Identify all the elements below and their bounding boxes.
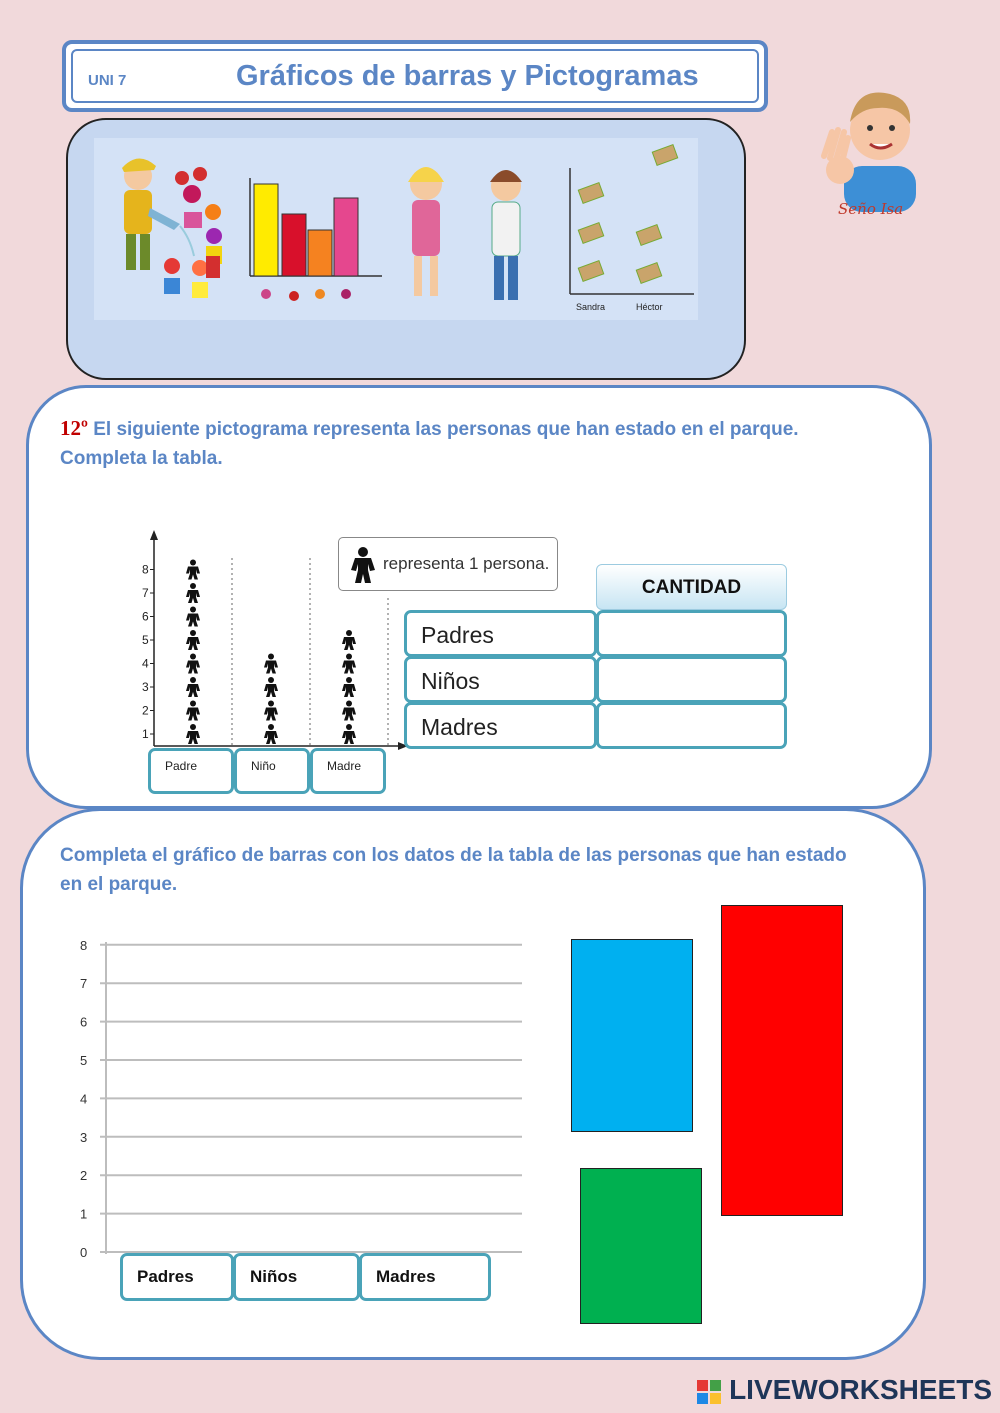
person-figure — [186, 654, 200, 674]
pictogram-y-tick: 7 — [142, 586, 149, 600]
table-row-label-padres: Padres — [404, 610, 597, 657]
author-signature: Seño Isa — [838, 200, 904, 218]
exercise-2-instruction: Completa el gráfico de barras con los datos de la tabla de las personas que han estado en el parque. — [60, 845, 847, 895]
pictogram-category-madre: Madre — [310, 748, 386, 794]
liveworksheets-brand: LIVEWORKSHEETS — [729, 1374, 992, 1405]
bar-category-padres: Padres — [120, 1253, 234, 1301]
bar-chart-y-tick: 3 — [80, 1129, 88, 1145]
mini-label-hector: Héctor — [636, 302, 663, 312]
bar-chart-y-tick: 1 — [80, 1206, 88, 1222]
person-figure — [342, 654, 356, 674]
banner-illustration — [94, 138, 698, 320]
mini-pictogram-icon — [570, 145, 694, 294]
pictogram-y-tick: 6 — [142, 609, 149, 624]
bar-chart-y-tick: 0 — [80, 1245, 88, 1260]
person-figure — [264, 701, 278, 721]
bar-chart-y-tick: 8 — [80, 937, 88, 953]
person-figure — [186, 607, 200, 627]
person-figure — [342, 677, 356, 697]
pictogram-y-tick: 1 — [142, 727, 149, 741]
pictogram-category-padre: Padre — [148, 748, 234, 794]
person-figure — [264, 654, 278, 674]
exercise-1-text: El siguiente pictograma representa las personas que han estado en el parque. Completa la tabla. — [60, 419, 799, 469]
legend-text: representa 1 persona. — [383, 554, 550, 573]
table-input-padres[interactable] — [596, 610, 787, 657]
red-bar-block[interactable] — [721, 905, 843, 1216]
person-figure — [264, 724, 278, 744]
bar-category-madres: Madres — [359, 1253, 491, 1301]
bar-chart-y-tick: 7 — [80, 976, 88, 992]
table-row-label-madres: Madres — [404, 702, 597, 749]
mini-bar-chart-icon — [250, 178, 382, 301]
bar-chart-y-tick: 2 — [80, 1168, 88, 1184]
person-figure — [342, 701, 356, 721]
pictogram-legend — [338, 537, 558, 591]
bar-category-ninos: Niños — [233, 1253, 360, 1301]
table-header-cantidad: CANTIDAD — [596, 564, 787, 610]
pictogram-category-nino: Niño — [234, 748, 310, 794]
mini-label-sandra: Sandra — [576, 302, 606, 312]
pictogram-y-tick: 5 — [142, 633, 149, 647]
page-title: Gráficos de barras y Pictogramas — [236, 60, 699, 92]
table-input-ninos[interactable] — [596, 656, 787, 703]
pictogram-y-tick: 4 — [142, 656, 149, 671]
bar-chart-y-tick: 4 — [80, 1091, 88, 1107]
pictogram-y-tick: 8 — [142, 562, 149, 577]
table-row-label-ninos: Niños — [404, 656, 597, 703]
unit-label: UNI 7 — [88, 72, 127, 89]
person-icon — [349, 546, 377, 584]
illustration-banner — [66, 118, 746, 380]
table-input-madres[interactable] — [596, 702, 787, 749]
person-figure — [186, 583, 200, 603]
person-figure — [342, 724, 356, 744]
person-figure — [186, 724, 200, 744]
pictogram-y-arrow — [150, 530, 158, 540]
bar-chart-y-tick: 5 — [80, 1053, 88, 1068]
bar-chart-grid — [70, 932, 530, 1262]
exercise-1-instruction — [60, 414, 890, 473]
person-figure — [186, 701, 200, 721]
bar-chart-y-tick: 6 — [80, 1014, 88, 1030]
blue-bar-block[interactable] — [571, 939, 693, 1132]
person-figure — [264, 677, 278, 697]
exercise-number: 12º — [60, 416, 88, 440]
pictogram-y-tick: 2 — [142, 703, 149, 718]
person-figure — [186, 677, 200, 697]
flower-pots-icon — [164, 167, 222, 298]
green-bar-block[interactable] — [580, 1168, 702, 1324]
liveworksheets-logo-icon — [697, 1380, 721, 1404]
person-figure — [186, 630, 200, 650]
children-icon — [408, 167, 522, 300]
person-figure — [342, 630, 356, 650]
pictogram-y-tick: 3 — [142, 680, 149, 694]
header-box — [62, 40, 768, 112]
person-figure — [186, 560, 200, 580]
